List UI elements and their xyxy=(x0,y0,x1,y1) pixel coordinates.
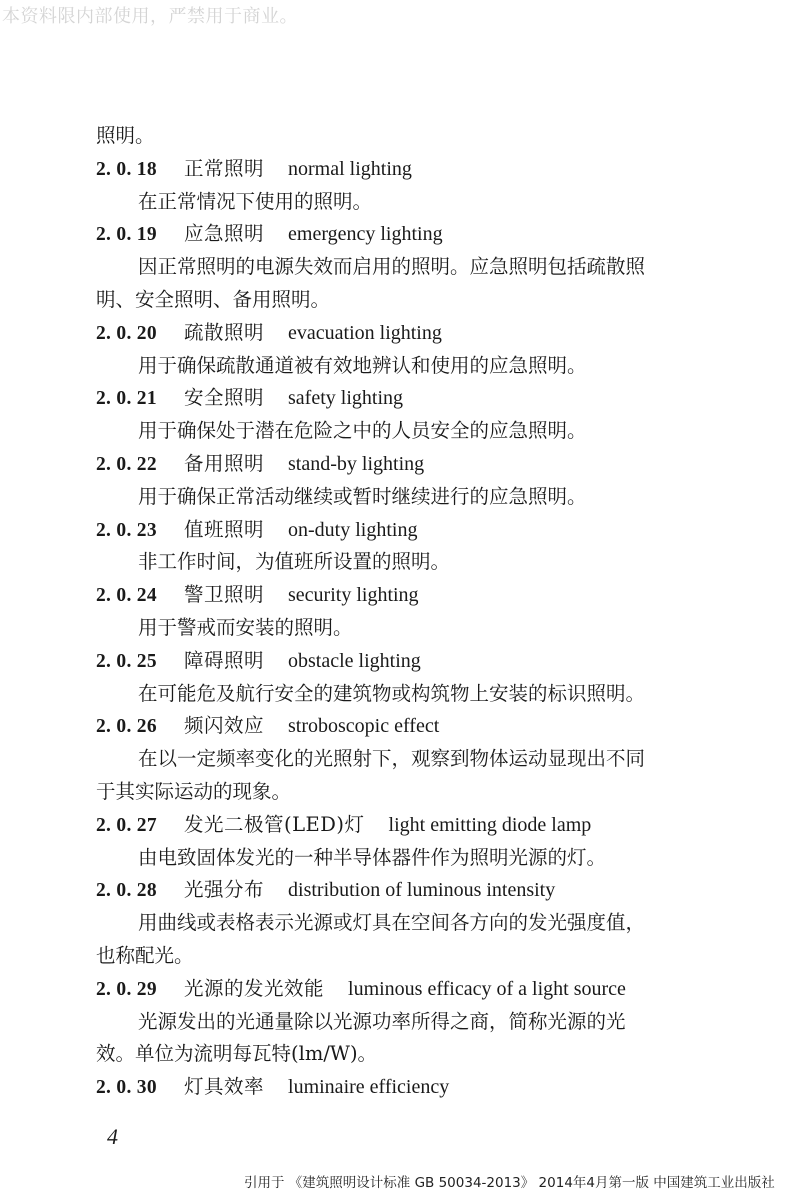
term-heading xyxy=(96,1071,716,1104)
definition-line: 光源发出的光通量除以光源功率所得之商，简称光源的光 xyxy=(138,1009,626,1033)
term-heading xyxy=(96,710,716,743)
term-heading xyxy=(96,153,716,186)
term-heading xyxy=(96,874,716,907)
term-heading xyxy=(96,448,716,481)
watermark-text: 本资料限内部使用，严禁用于商业。 xyxy=(2,6,298,27)
term-chinese: 障碍照明 xyxy=(184,648,265,672)
definition-line: 用曲线或表格表示光源或灯具在空间各方向的发光强度值， xyxy=(138,911,646,935)
definition-line: 用于确保处于潜在危险之中的人员安全的应急照明。 xyxy=(138,419,587,443)
term-chinese: 正常照明 xyxy=(184,156,265,180)
clause-number: 2. 0. 22 xyxy=(96,453,157,475)
citation-footer: 引用于 《建筑照明设计标准 GB 50034-2013》 2014年4月第一版 中国建筑工业出版社 xyxy=(244,1175,775,1191)
continuation-line: 于其实际运动的现象。 xyxy=(96,779,292,803)
definition-line: 非工作时间，为值班所设置的照明。 xyxy=(138,550,451,574)
clause-number: 2. 0. 21 xyxy=(96,388,157,410)
definition-line: 因正常照明的电源失效而启用的照明。应急照明包括疏散照 xyxy=(138,255,646,279)
clause-number: 2. 0. 24 xyxy=(96,585,157,607)
term-heading xyxy=(96,514,716,547)
term-chinese: 疏散照明 xyxy=(184,320,265,344)
term-english: emergency lighting xyxy=(288,223,443,246)
clause-number: 2. 0. 18 xyxy=(96,158,157,180)
term-chinese: 光源的发光效能 xyxy=(184,976,325,1000)
term-heading xyxy=(96,579,716,612)
clause-number: 2. 0. 23 xyxy=(96,519,157,541)
clause-number: 2. 0. 30 xyxy=(96,1077,157,1099)
continuation-line: 照明。 xyxy=(96,124,155,147)
term-english: stand-by lighting xyxy=(288,452,425,475)
term-english: security lighting xyxy=(288,584,419,607)
term-heading xyxy=(96,645,716,678)
definition-line: 在可能危及航行安全的建筑物或构筑物上安装的标识照明。 xyxy=(138,681,646,705)
continuation-line: 效。单位为流明每瓦特(lm/W)。 xyxy=(96,1042,378,1066)
continuation-line: 也称配光。 xyxy=(96,943,194,967)
term-heading xyxy=(96,317,716,350)
term-chinese: 值班照明 xyxy=(184,517,265,541)
definition-line: 在以一定频率变化的光照射下，观察到物体运动显现出不同 xyxy=(138,747,646,771)
term-heading xyxy=(96,218,716,251)
term-english: stroboscopic effect xyxy=(288,715,440,738)
term-chinese: 灯具效率 xyxy=(184,1075,265,1099)
term-heading xyxy=(96,973,716,1006)
clause-number: 2. 0. 19 xyxy=(96,224,157,246)
term-english: luminous efficacy of a light source xyxy=(348,977,626,1000)
clause-number: 2. 0. 26 xyxy=(96,716,157,738)
continuation-line: 明、安全照明、备用照明。 xyxy=(96,287,331,311)
term-english: light emitting diode lamp xyxy=(388,813,592,836)
definition-line: 用于确保疏散通道被有效地辨认和使用的应急照明。 xyxy=(138,353,587,377)
definition-line: 由电致固体发光的一种半导体器件作为照明光源的灯。 xyxy=(138,845,607,869)
term-heading xyxy=(96,382,716,415)
clause-number: 2. 0. 27 xyxy=(96,814,157,836)
document-body xyxy=(96,120,716,1104)
definition-line: 用于确保正常活动继续或暂时继续进行的应急照明。 xyxy=(138,484,587,508)
clause-number: 2. 0. 28 xyxy=(96,880,157,902)
term-chinese: 光强分布 xyxy=(184,878,265,902)
term-chinese: 备用照明 xyxy=(184,451,265,475)
term-english: distribution of luminous intensity xyxy=(288,879,556,902)
clause-number: 2. 0. 25 xyxy=(96,650,157,672)
term-chinese: 警卫照明 xyxy=(184,583,265,607)
clause-number: 2. 0. 20 xyxy=(96,322,157,344)
term-chinese: 应急照明 xyxy=(184,222,265,246)
definition-line: 用于警戒而安装的照明。 xyxy=(138,615,353,639)
clause-number: 2. 0. 29 xyxy=(96,978,157,1000)
term-english: evacuation lighting xyxy=(288,321,442,344)
term-english: on-duty lighting xyxy=(288,518,418,541)
term-english: safety lighting xyxy=(288,387,403,410)
term-english: obstacle lighting xyxy=(288,649,421,672)
term-english: normal lighting xyxy=(288,157,412,180)
definition-line: 在正常情况下使用的照明。 xyxy=(138,189,373,213)
term-chinese: 发光二极管(LED)灯 xyxy=(184,812,365,836)
term-heading xyxy=(96,809,716,842)
term-chinese: 频闪效应 xyxy=(184,714,265,738)
term-english: luminaire efficiency xyxy=(288,1076,450,1099)
term-chinese: 安全照明 xyxy=(184,386,265,410)
page-number: 4 xyxy=(107,1124,118,1149)
